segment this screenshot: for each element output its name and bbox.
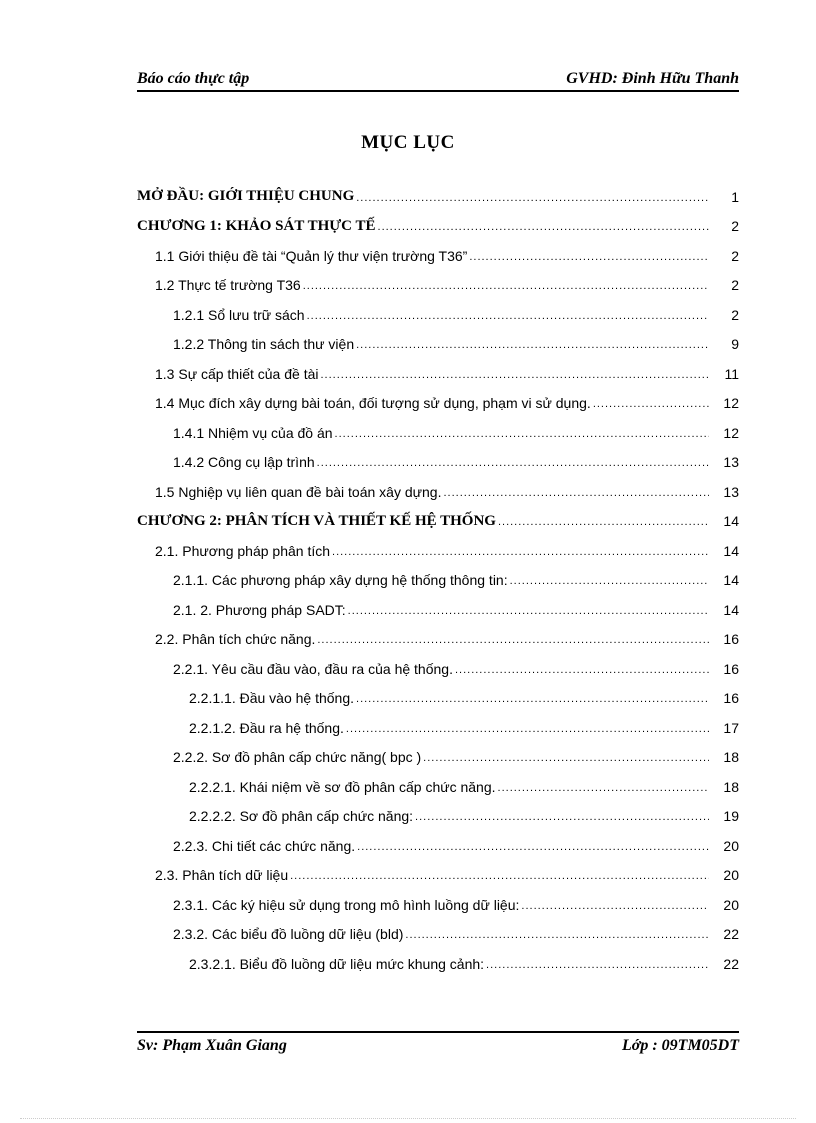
toc-entry[interactable] [137,566,739,596]
toc-dot-leader [356,693,709,713]
toc-entry-text: 2.2. Phân tích chức năng. [155,631,316,648]
toc-entry[interactable] [137,802,739,832]
toc-page-number: 2 [731,247,739,264]
toc-entry-text: 1.2.1 Sổ lưu trữ sách [173,306,305,323]
toc-dot-leader [455,664,709,684]
toc-entry[interactable] [137,949,739,979]
toc-entry-text: 2.2.1.1. Đầu vào hệ thống. [189,690,355,707]
toc-page-number: 20 [723,837,739,854]
toc-dot-leader [335,428,709,448]
toc-page-number: 2 [731,306,739,323]
toc-dot-leader [423,752,709,772]
toc-dot-leader [443,487,709,507]
toc-entry-text: 1.2 Thực tế trường T36 [155,277,301,294]
toc-dot-leader [307,310,709,330]
toc-entry-text: 2.2.1.2. Đầu ra hệ thống. [189,719,344,736]
toc-entry-text: 2.2.2.2. Sơ đồ phân cấp chức năng: [189,808,414,825]
toc-page-number: 9 [731,336,739,353]
toc-entry-text: MỞ ĐẦU: GIỚI THIỆU CHUNG [137,188,355,205]
toc-entry-text: 2.2.2.1. Khái niệm về sơ đồ phân cấp chức năng. [189,778,496,795]
toc-dot-leader [317,457,709,477]
toc-dot-leader [317,634,709,654]
toc-entry[interactable] [137,330,739,360]
toc-page-number: 2 [731,277,739,294]
toc-page-number: 22 [723,955,739,972]
footer-student-name: Sv: Phạm Xuân Giang [137,1037,287,1054]
toc-entry-text: 2.3.2. Các biểu đồ luồng dữ liệu (bld) [173,926,404,943]
toc-page-number: 20 [723,867,739,884]
toc-entry-text: 2.1. Phương pháp phân tích [155,542,331,559]
toc-entry[interactable] [137,890,739,920]
toc-dot-leader [378,221,709,241]
toc-dot-leader [332,546,709,566]
toc-page-number: 18 [723,778,739,795]
toc-entry-text: 1.2.2 Thông tin sách thư viện [173,336,355,353]
toc-dot-leader [320,369,709,389]
toc-entry[interactable] [137,713,739,743]
toc-dot-leader [303,280,709,300]
toc-dot-leader [356,192,709,212]
toc-page-number: 14 [723,572,739,589]
toc-entry[interactable] [137,507,739,537]
toc-entry[interactable] [137,684,739,714]
toc-entry-text: 2.3.1. Các ký hiệu sử dụng trong mô hình luồng dữ liệu: [173,896,520,913]
toc-entry[interactable] [137,182,739,212]
toc-entry-text: 2.3.2.1. Biểu đồ luồng dữ liệu mức khung cảnh: [189,955,485,972]
toc-entry[interactable] [137,743,739,773]
toc-entry[interactable] [137,831,739,861]
page-footer [137,1031,739,1055]
toc-entry-text: CHƯƠNG 1: KHẢO SÁT THỰC TẾ [137,217,376,234]
toc-entry[interactable] [137,300,739,330]
toc-entry[interactable] [137,861,739,891]
toc-page-number: 16 [723,631,739,648]
toc-entry[interactable] [137,359,739,389]
toc-page-number: 22 [723,926,739,943]
toc-entry-text: 2.2.2. Sơ đồ phân cấp chức năng( bpc ) [173,749,422,766]
toc-entry[interactable] [137,271,739,301]
toc-dot-leader [290,870,709,890]
toc-entry[interactable] [137,772,739,802]
page-header [137,68,739,92]
toc-entry-text: 1.4 Mục đích xây dựng bài toán, đối tượng sử dụng, phạm vi sử dụng. [155,395,591,412]
toc-dot-leader [521,900,709,920]
toc-dot-leader [498,516,709,536]
toc-page-number: 12 [723,395,739,412]
toc-dot-leader [346,723,709,743]
toc-entry[interactable] [137,920,739,950]
toc-page-number: 14 [723,542,739,559]
toc-entry[interactable] [137,595,739,625]
toc-entry-text: 2.3. Phân tích dữ liệu [155,867,289,884]
toc-dot-leader [486,959,709,979]
page-edge-divider [20,1118,796,1119]
toc-entry[interactable] [137,418,739,448]
toc-page-number: 14 [723,513,739,530]
toc-dot-leader [356,339,709,359]
toc-title: MỤC LỤC [361,132,455,153]
toc-page-number: 18 [723,749,739,766]
header-supervisor: GVHD: Đinh Hữu Thanh [566,70,739,87]
toc-page-number: 1 [731,188,739,205]
toc-page-number: 19 [723,808,739,825]
toc-entry[interactable] [137,448,739,478]
toc-entry-text: CHƯƠNG 2: PHÂN TÍCH VÀ THIẾT KẾ HỆ THỐNG [137,512,496,529]
toc-dot-leader [348,605,709,625]
toc-dot-leader [469,251,709,271]
toc-dot-leader [498,782,709,802]
toc-entry-text: 2.1.1. Các phương pháp xây dựng hệ thống thông tin: [173,572,508,589]
toc-page-number: 14 [723,601,739,618]
table-of-contents [137,182,739,979]
toc-dot-leader [405,929,709,949]
toc-page-number: 13 [723,483,739,500]
toc-page-number: 12 [723,424,739,441]
toc-entry[interactable] [137,212,739,242]
toc-entry-text: 1.3 Sự cấp thiết của đề tài [155,365,319,382]
toc-dot-leader [593,398,709,418]
toc-entry[interactable] [137,536,739,566]
toc-dot-leader [357,841,709,861]
toc-entry[interactable] [137,654,739,684]
toc-dot-leader [415,811,709,831]
toc-entry[interactable] [137,477,739,507]
toc-entry-text: 2.2.1. Yêu cầu đầu vào, đầu ra của hệ thống. [173,660,453,677]
toc-entry[interactable] [137,241,739,271]
toc-page-number: 11 [724,365,739,382]
toc-entry-text: 1.4.2 Công cụ lập trình [173,454,315,471]
toc-entry-text: 1.1 Giới thiệu đề tài “Quản lý thư viện trường T36” [155,247,468,264]
toc-entry-text: 1.5 Nghiệp vụ liên quan đề bài toán xây dựng. [155,483,442,500]
toc-page-number: 16 [723,660,739,677]
toc-page-number: 2 [731,218,739,235]
toc-entry[interactable] [137,625,739,655]
footer-class: Lớp : 09TM05DT [621,1037,739,1054]
toc-entry-text: 2.2.3. Chi tiết các chức năng. [173,837,356,854]
toc-entry[interactable] [137,389,739,419]
toc-entry-text: 1.4.1 Nhiệm vụ của đồ án [173,424,333,441]
header-report-title: Báo cáo thực tập [137,70,250,87]
toc-page-number: 16 [723,690,739,707]
toc-dot-leader [510,575,709,595]
toc-page-number: 17 [723,719,739,736]
toc-page-number: 20 [723,896,739,913]
toc-page-number: 13 [723,454,739,471]
toc-entry-text: 2.1. 2. Phương pháp SADT: [173,601,346,618]
